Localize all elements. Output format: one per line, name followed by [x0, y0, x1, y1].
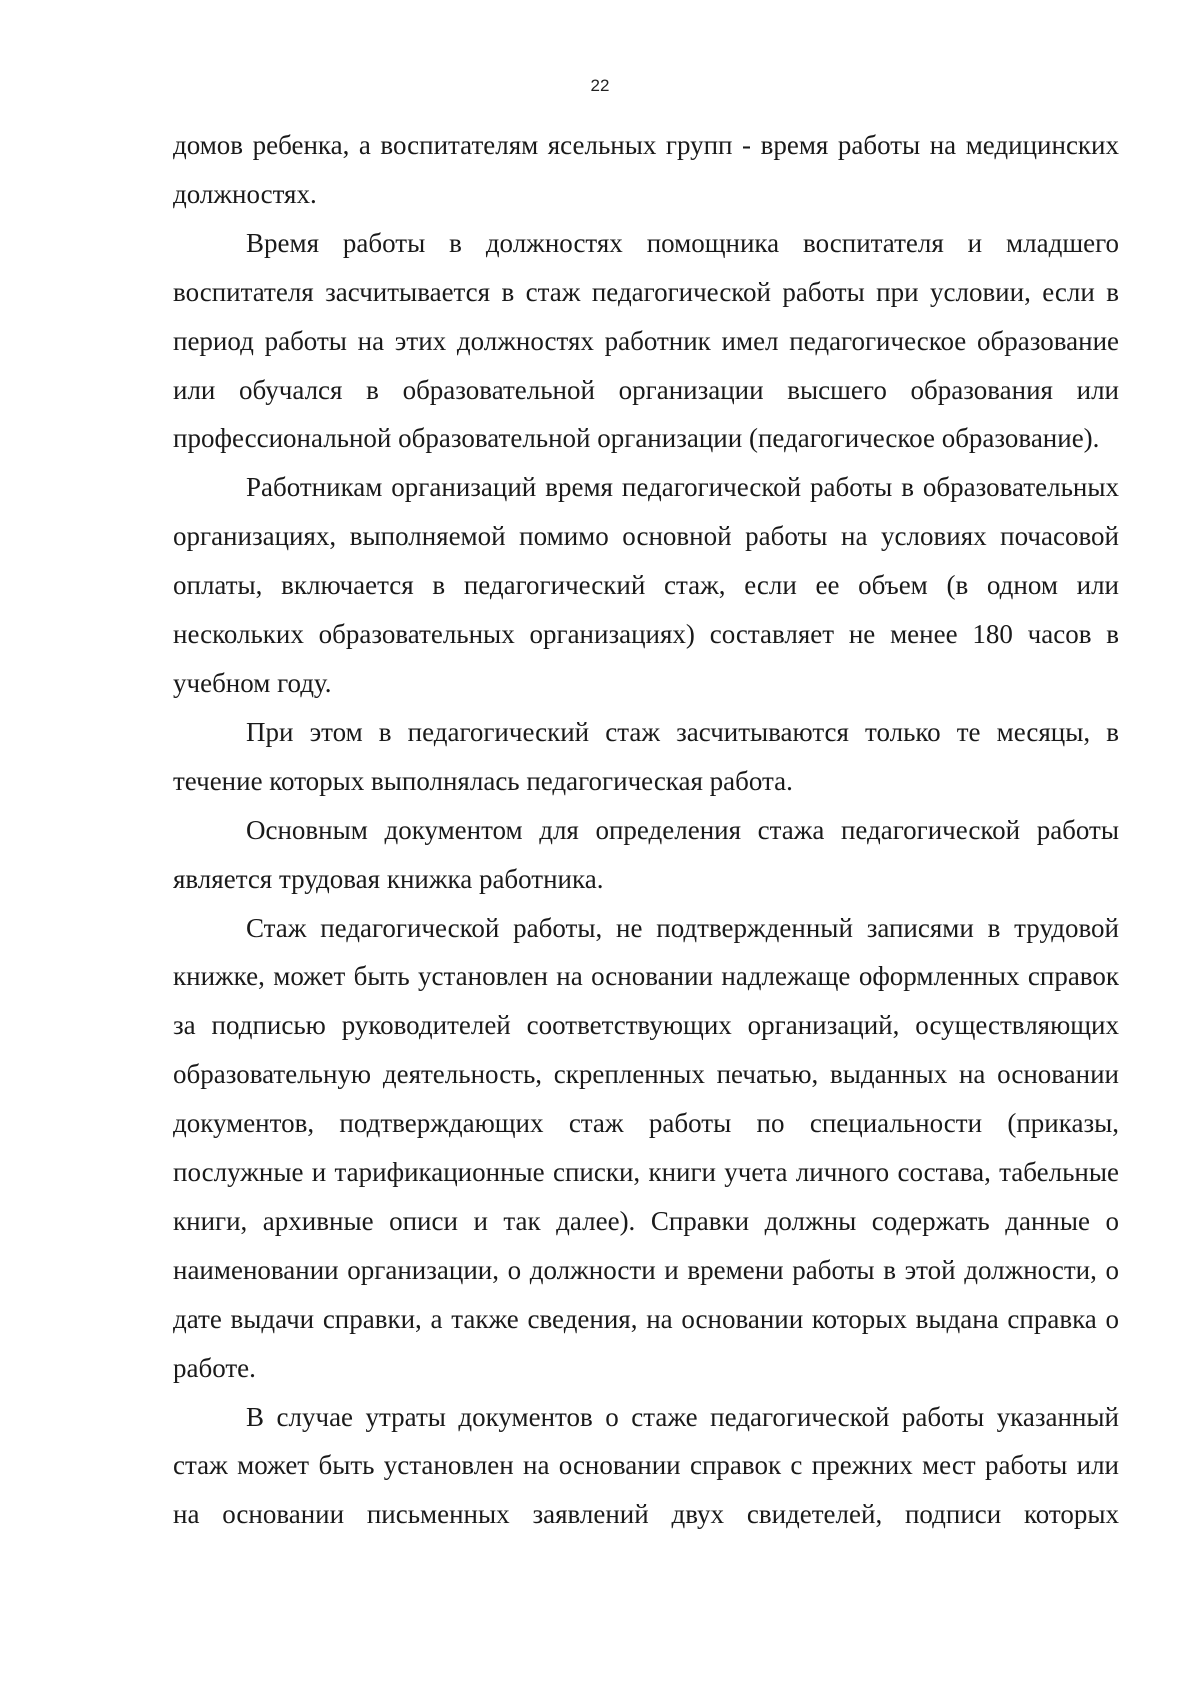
body-text	[173, 121, 1119, 1539]
paragraph-hourly-pay: Работникам организаций время педагогической работы в образовательных организациях, выполняемой помимо основной работы на условиях почасовой оплаты, включается в педагогический стаж, если ее объем (в одном или нескольких образовательных организациях) составляет не менее 180 часов в учебном году.	[173, 472, 1119, 698]
paragraph-main-document: Основным документом для определения стажа педагогической работы является трудовая книжка работника.	[173, 814, 1119, 894]
paragraph-months-counted: При этом в педагогический стаж засчитываются только те месяцы, в течение которых выполнялась педагогическая работа.	[173, 716, 1119, 796]
paragraph-lost-documents: В случае утраты документов о стаже педагогической работы указанный стаж может быть установлен на основании справок с прежних мест работы или на основании письменных заявлений двух свидетелей, подписи которых	[173, 1401, 1119, 1530]
page-number: 22	[590, 76, 610, 95]
paragraph-continuation: домов ребенка, а воспитателям ясельных групп - время работы на медицинских должностях.	[173, 130, 1119, 209]
paragraph-certificates: Стаж педагогической работы, не подтвержденный записями в трудовой книжке, может быть установлен на основании надлежаще оформленных справок за подписью руководителей соответствующих организаций, осуществляющих образовательную деятельность, скрепленных печатью, выданных на основании документов, подтверждающих стаж работы по специальности (приказы, послужные и тарификационные списки, книги учета личного состава, табельные книги, архивные описи и так далее). Справки должны содержать данные о наименовании организации, о должности и времени работы в этой должности, о дате выдачи справки, а также сведения, на основании которых выдана справка о работе.	[173, 912, 1119, 1383]
paragraph-assistant-educator: Время работы в должностях помощника воспитателя и младшего воспитателя засчитывается в стаж педагогической работы при условии, если в период работы на этих должностях работник имел педагогическое образование или обучался в образовательной организации высшего образования или профессиональной образовательной организации (педагогическое образование).	[173, 227, 1119, 454]
